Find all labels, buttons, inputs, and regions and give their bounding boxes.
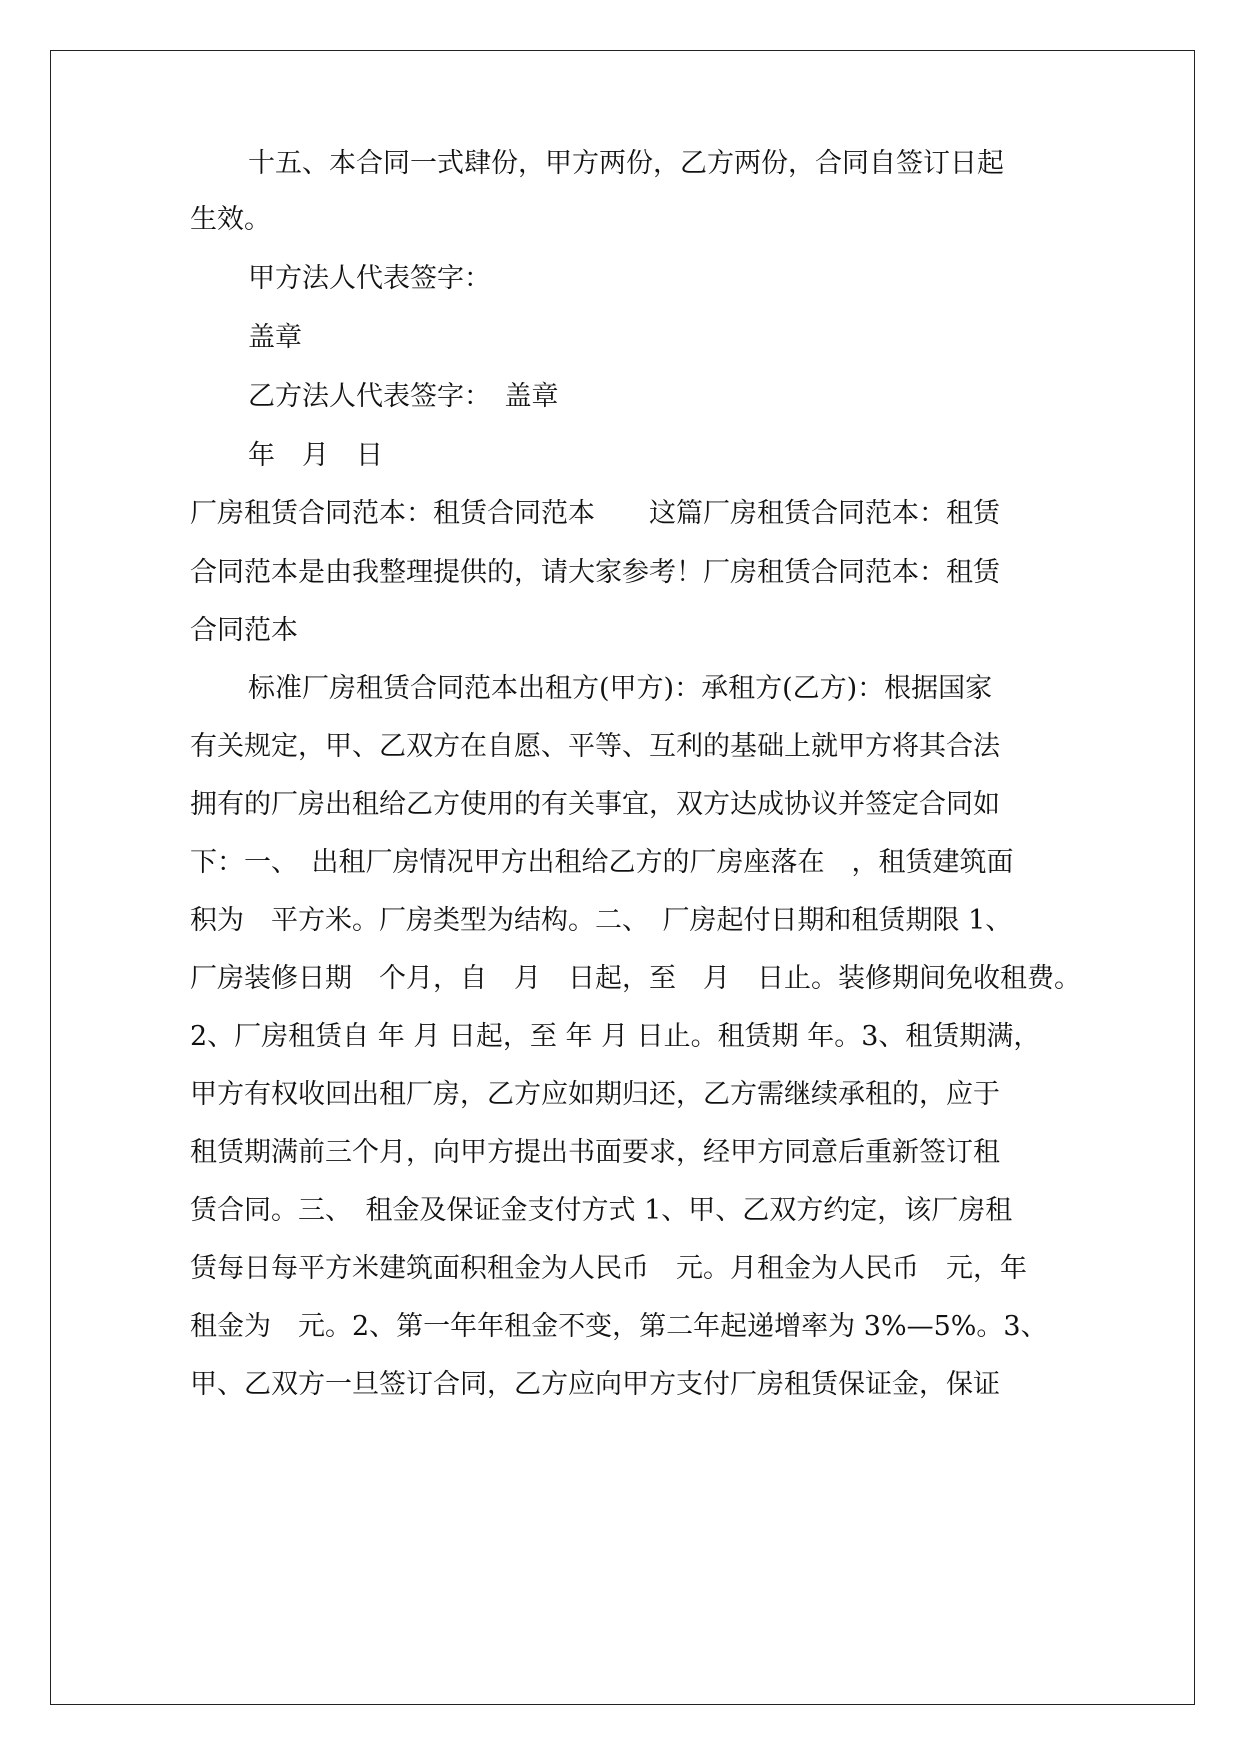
text-line: 2、厂房租赁自 年 月 日起，至 年 月 日止。租赁期 年。3、租赁期满， (190, 1021, 1041, 1052)
text-line: 生效。 (190, 204, 271, 235)
text-line: 积为 平方米。厂房类型为结构。二、 厂房起付日期和租赁期限 1、 (190, 905, 1013, 936)
text-line: 合同范本是由我整理提供的，请大家参考！厂房租赁合同范本：租赁 (190, 557, 1000, 588)
text-line: 租赁期满前三个月，向甲方提出书面要求，经甲方同意后重新签订租 (190, 1137, 1000, 1168)
text-line: 有关规定，甲、乙双方在自愿、平等、互利的基础上就甲方将其合法 (190, 731, 1000, 762)
text-line: 乙方法人代表签字： 盖章 (248, 381, 559, 412)
text-line: 租金为 元。2、第一年年租金不变，第二年起递增率为 3%—5%。3、 (190, 1311, 1048, 1342)
text-line: 拥有的厂房出租给乙方使用的有关事宜，双方达成协议并签定合同如 (190, 789, 1000, 820)
text-line: 赁合同。三、 租金及保证金支付方式 1、甲、乙双方约定，该厂房租 (190, 1195, 1013, 1226)
text-line: 甲方法人代表签字： (248, 263, 491, 294)
text-line: 厂房租赁合同范本：租赁合同范本 这篇厂房租赁合同范本：租赁 (190, 498, 1000, 529)
text-line: 十五、本合同一式肆份，甲方两份，乙方两份，合同自签订日起 (248, 148, 1004, 179)
text-line: 合同范本 (190, 615, 298, 646)
text-line: 年 月 日 (248, 440, 383, 471)
text-line: 甲、乙双方一旦签订合同，乙方应向甲方支付厂房租赁保证金，保证 (190, 1369, 1000, 1400)
text-line: 标准厂房租赁合同范本出租方(甲方)：承租方(乙方)：根据国家 (248, 673, 993, 704)
text-line: 下：一、 出租厂房情况甲方出租给乙方的厂房座落在 ，租赁建筑面 (190, 847, 1014, 878)
text-line: 赁每日每平方米建筑面积租金为人民币 元。月租金为人民币 元，年 (190, 1253, 1027, 1284)
text-line: 甲方有权收回出租厂房，乙方应如期归还，乙方需继续承租的，应于 (190, 1079, 1000, 1110)
text-line: 厂房装修日期 个月，自 月 日起，至 月 日止。装修期间免收租费。 (190, 963, 1081, 994)
text-line: 盖章 (248, 322, 302, 353)
